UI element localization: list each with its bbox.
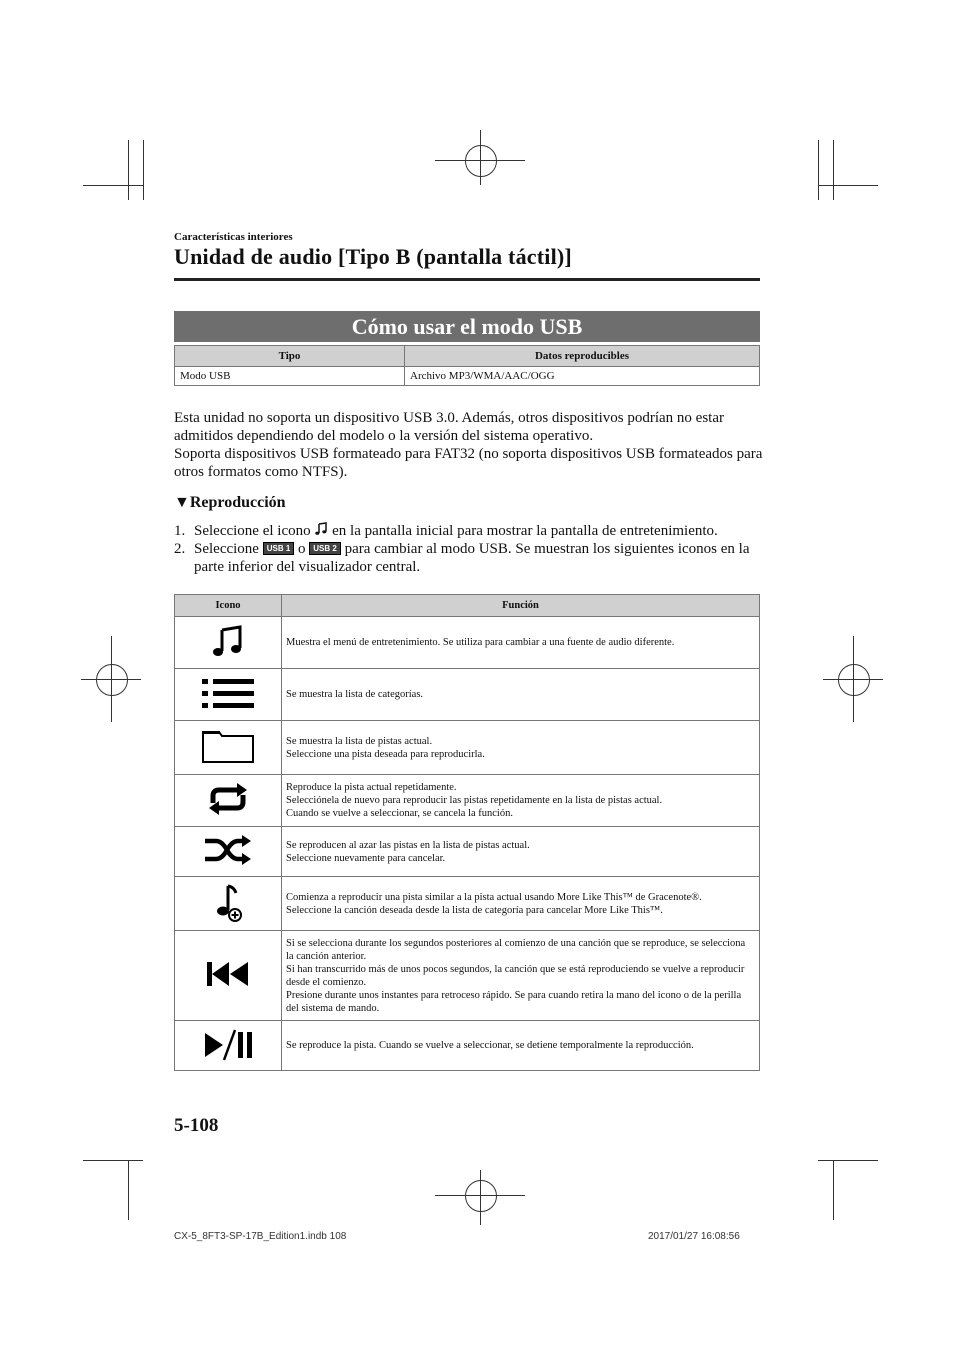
more-like-this-icon [211, 882, 245, 922]
page-title: Unidad de audio [Tipo B (pantalla táctil)] [174, 244, 572, 269]
table-header: Tipo [175, 346, 405, 367]
function-text: Se muestra la lista de pistas actual. [286, 735, 433, 747]
table-header: Icono [175, 595, 282, 617]
table-row [175, 367, 760, 386]
table-row [175, 931, 760, 1021]
footer-filename: CX-5_8FT3-SP-17B_Edition1.indb 108 [174, 1231, 347, 1242]
steps-list [174, 522, 764, 576]
function-text: Si se selecciona durante los segundos posteriores al comienzo de una canción que se reproduce, se selecciona la canción anterior. [286, 937, 746, 962]
table-header: Datos reproducibles [405, 346, 760, 367]
section-banner: Cómo usar el modo USB [174, 311, 760, 342]
function-text: Si han transcurrido más de unos pocos segundos, la canción que se está reproduciendo se vuelve a reproducir desde el comienzo. [286, 963, 745, 988]
list-icon [200, 676, 256, 710]
repeat-icon [203, 781, 253, 817]
icon-function-table [174, 594, 760, 1071]
page-number: 5-108 [174, 1115, 219, 1136]
function-text: Seleccione la canción deseada desde la lista de categoría para cancelar More Like This™. [286, 904, 663, 916]
table-cell: Modo USB [175, 367, 405, 386]
function-text: Se reproduce la pista. Cuando se vuelve a seleccionar, se detiene temporalmente la reproducción. [286, 1040, 694, 1051]
table-row [175, 775, 760, 827]
intro-paragraph: Soporta dispositivos USB formateado para FAT32 (no soporta dispositivos USB formateados para otros formatos como NTFS). [174, 446, 763, 480]
usb1-button-icon: USB 1 [263, 542, 295, 555]
function-text: Seleccione una pista deseada para reproducirla. [286, 748, 485, 760]
usb2-button-icon: USB 2 [309, 542, 341, 555]
previous-track-icon [204, 959, 252, 989]
table-row [175, 877, 760, 931]
function-text: Cuando se vuelve a seleccionar, se cancela la función. [286, 808, 513, 819]
intro-paragraph: Esta unidad no soporta un dispositivo USB 3.0. Además, otros dispositivos podrían no estar admitidos dependiendo del modelo o la versión del sistema operativo. [174, 410, 724, 444]
function-text: Se reproducen al azar las pistas en la lista de pistas actual. [286, 839, 530, 851]
section-label: Características interiores [174, 231, 293, 243]
shuffle-icon [202, 834, 254, 866]
table-cell: Archivo MP3/WMA/AAC/OGG [405, 367, 760, 386]
function-text: Selecciónela de nuevo para reproducir las pistas repetidamente en la lista de pistas actual. [286, 795, 663, 806]
subheading: ▼Reproducción [174, 494, 286, 511]
table-row [175, 827, 760, 877]
table-header: Función [282, 595, 760, 617]
list-item: 2. Seleccione USB 1 o USB 2 para cambiar al modo USB. Se muestran los siguientes iconos en la parte inferior del visualizador central. [174, 541, 750, 575]
triangle-down-icon: ▼ [174, 494, 190, 511]
footer-datetime: 2017/01/27 16:08:56 [648, 1231, 740, 1242]
function-text: Presione durante unos instantes para retroceso rápido. Se para cuando retira la mano del icono o de la perilla del sistema de mando. [286, 989, 742, 1014]
intro-text [174, 409, 764, 481]
music-note-icon [314, 522, 328, 536]
function-text: Muestra el menú de entretenimiento. Se utiliza para cambiar a una fuente de audio diferente. [286, 637, 675, 648]
function-text: Comienza a reproducir una pista similar a la pista actual usando More Like This™ de Gracenote®. [286, 891, 702, 903]
list-item: 1. Seleccione el icono en la pantalla inicial para mostrar la pantalla de entretenimiento. [174, 523, 718, 539]
folder-icon [201, 728, 255, 764]
title-divider [174, 278, 760, 281]
table-row [175, 1021, 760, 1071]
play-pause-icon [202, 1026, 254, 1062]
table-row [175, 669, 760, 721]
playable-data-table [174, 345, 760, 386]
table-row [175, 617, 760, 669]
function-text: Se muestra la lista de categorías. [286, 689, 424, 700]
function-text: Reproduce la pista actual repetidamente. [286, 782, 457, 793]
table-row [175, 721, 760, 775]
function-text: Seleccione nuevamente para cancelar. [286, 852, 446, 864]
music-note-icon [211, 624, 245, 658]
